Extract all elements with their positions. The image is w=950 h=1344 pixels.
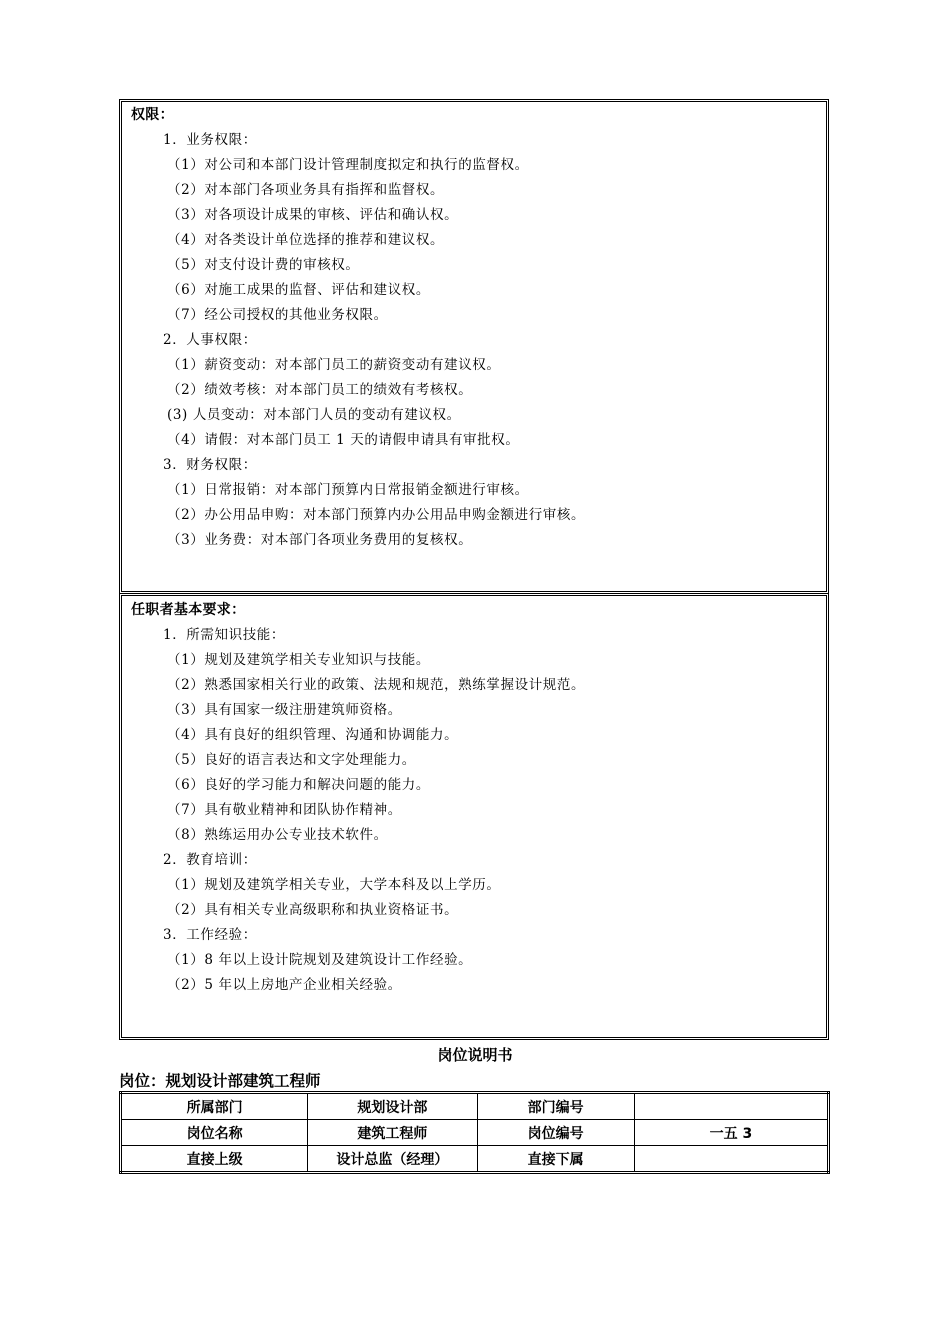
- list-item: （3）业务费：对本部门各项业务费用的复核权。: [167, 532, 473, 548]
- list-item: （4）具有良好的组织管理、沟通和协调能力。: [167, 727, 459, 743]
- table-cell: 建筑工程师: [308, 1120, 477, 1146]
- list-item: （2）办公用品申购：对本部门预算内办公用品申购金额进行审核。: [167, 507, 586, 523]
- section-subheading: 1．业务权限：: [163, 132, 257, 148]
- list-item: （5）良好的语言表达和文字处理能力。: [167, 752, 416, 768]
- list-item: （2）具有相关专业高级职称和执业资格证书。: [167, 902, 459, 918]
- list-item: （3）具有国家一级注册建筑师资格。: [167, 702, 402, 718]
- section-subheading: 3．财务权限：: [163, 457, 257, 473]
- table-cell: 所属部门: [121, 1093, 308, 1120]
- list-item: （8）熟练运用办公专业技术软件。: [167, 827, 388, 843]
- list-item: （5）对支付设计费的审核权。: [167, 257, 360, 273]
- list-item: （4）对各类设计单位选择的推荐和建议权。: [167, 232, 445, 248]
- list-item: （1）日常报销：对本部门预算内日常报销金额进行审核。: [167, 482, 529, 498]
- list-item: （1）8 年以上设计院规划及建筑设计工作经验。: [167, 952, 473, 968]
- list-item: （2）5 年以上房地产企业相关经验。: [167, 977, 402, 993]
- list-item: （6）对施工成果的监督、评估和建议权。: [167, 282, 430, 298]
- list-item: (3) 人员变动：对本部门人员的变动有建议权。: [167, 407, 461, 423]
- position-title: 岗位：规划设计部建筑工程师: [119, 1072, 321, 1090]
- authority-section: [119, 99, 829, 594]
- list-item: （7）具有敬业精神和团队协作精神。: [167, 802, 402, 818]
- document-title: 岗位说明书: [437, 1046, 513, 1064]
- table-row: [121, 1146, 829, 1173]
- list-item: （2）熟悉国家相关行业的政策、法规和规范，熟练掌握设计规范。: [167, 677, 586, 693]
- table-row: [121, 1093, 829, 1120]
- table-cell: 设计总监（经理）: [308, 1146, 477, 1173]
- table-cell: 部门编号: [477, 1093, 634, 1120]
- table-cell: [634, 1093, 828, 1120]
- authority-heading: 权限：: [131, 107, 174, 123]
- list-item: （7）经公司授权的其他业务权限。: [167, 307, 388, 323]
- table-cell: 规划设计部: [308, 1093, 477, 1120]
- section-subheading: 3．工作经验：: [163, 927, 257, 943]
- section-subheading: 1．所需知识技能：: [163, 627, 285, 643]
- list-item: （1）薪资变动：对本部门员工的薪资变动有建议权。: [167, 357, 501, 373]
- table-cell: 直接上级: [121, 1146, 308, 1173]
- list-item: （4）请假：对本部门员工 1 天的请假申请具有审批权。: [167, 432, 520, 448]
- list-item: （1）规划及建筑学相关专业，大学本科及以上学历。: [167, 877, 501, 893]
- table-row: [121, 1120, 829, 1146]
- table-cell: 一五 3: [634, 1120, 828, 1146]
- table-cell: [634, 1146, 828, 1173]
- list-item: （6）良好的学习能力和解决问题的能力。: [167, 777, 430, 793]
- table-cell: 直接下属: [477, 1146, 634, 1173]
- position-info-table: [119, 1091, 830, 1174]
- section-subheading: 2．教育培训：: [163, 852, 257, 868]
- list-item: （2）绩效考核：对本部门员工的绩效有考核权。: [167, 382, 473, 398]
- list-item: （1）规划及建筑学相关专业知识与技能。: [167, 652, 430, 668]
- table-cell: 岗位名称: [121, 1120, 308, 1146]
- list-item: （3）对各项设计成果的审核、评估和确认权。: [167, 207, 459, 223]
- list-item: （2）对本部门各项业务具有指挥和监督权。: [167, 182, 445, 198]
- section-subheading: 2．人事权限：: [163, 332, 257, 348]
- requirements-heading: 任职者基本要求：: [131, 602, 246, 618]
- list-item: （1）对公司和本部门设计管理制度拟定和执行的监督权。: [167, 157, 529, 173]
- table-cell: 岗位编号: [477, 1120, 634, 1146]
- requirements-section: [119, 593, 829, 1040]
